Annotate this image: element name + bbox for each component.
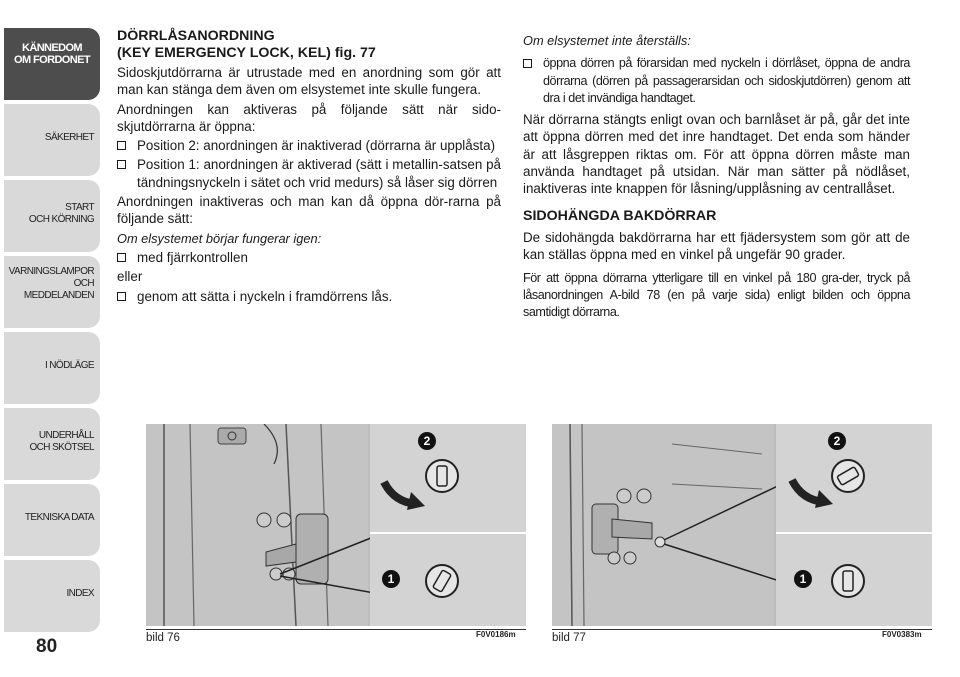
tab-index[interactable] <box>4 560 100 632</box>
callout-1-badge: 1 <box>382 570 400 588</box>
tab-i-nodlage[interactable] <box>4 332 100 404</box>
italic-subheading: Om elsystemet börjar fungerar igen: <box>117 230 322 246</box>
tab-sakerhet[interactable] <box>4 104 100 176</box>
tab-label: I NÖDLÄGE <box>44 360 94 371</box>
figure-bild-76 <box>146 424 526 626</box>
checkbox-bullet-icon <box>523 59 532 68</box>
tab-varningslampor[interactable] <box>4 256 100 328</box>
list-item: öppna dörren på förarsidan med nyckeln i dörrlåset, öppna de andra dörrarna (dörren på passagerarsidan och sidoskjutdörren) genom att dra i det invändiga handtaget. <box>523 55 910 107</box>
figure-code: F0V0383m <box>882 630 922 639</box>
figure-bild-77 <box>552 424 932 626</box>
tab-tekniska-data[interactable] <box>4 484 100 556</box>
tab-label: START OCH KÖRNING <box>28 202 94 225</box>
paragraph: Anordningen inaktiveras och man kan då öppna dör-rarna på följande sätt: <box>117 194 501 227</box>
checkbox-bullet-icon <box>117 292 126 301</box>
figure-rule <box>146 629 526 630</box>
left-column <box>117 28 501 307</box>
callout-2-badge: 2 <box>418 432 436 450</box>
paragraph: eller <box>117 269 143 285</box>
heading-line-1: DÖRRLÅSANORDNING <box>117 28 275 44</box>
paragraph: När dörrarna stängts enligt ovan och barnlåset är på, går det inte att öppna dörren med det inre handtaget. Det enda som händer är att låsgreppen riktas om. För att öppna dörren måste man använda handtaget på utsidan. När man sätter på nödlåset, inaktiveras inte knappen för låsning/upplåsning av centrallåset. <box>523 112 910 197</box>
heading-line-2: (KEY EMERGENCY LOCK, KEL) fig. 77 <box>117 45 376 61</box>
callout-1-badge: 1 <box>794 570 812 588</box>
tab-label: VARNINGSLAMPOR OCH MEDDELANDEN <box>8 266 94 301</box>
list-item: med fjärrkontrollen <box>117 249 501 266</box>
figure-code: F0V0186m <box>476 630 516 639</box>
callout-2-badge: 2 <box>828 432 846 450</box>
tab-underhall-och-skotsel[interactable] <box>4 408 100 480</box>
list-item: Position 2: anordningen är inaktiverad (dörrarna är upplåsta) <box>117 137 501 154</box>
list-item: Position 1: anordningen är aktiverad (sätt i metallin-satsen på tändningsnyckeln i sätet och vrid medurs) så låser sig dörren <box>117 156 501 191</box>
paragraph: De sidohängda bakdörrarna har ett fjädersystem som gör att de kan ställas öppna med en vinkel på ungefär 90 grader. <box>523 229 910 263</box>
paragraph: Anordningen kan aktiveras på följande sätt när sido-skjutdörrarna är öppna: <box>117 101 501 134</box>
door-lock-illustration <box>146 424 526 626</box>
page-number: 80 <box>36 636 58 657</box>
section-heading <box>117 28 501 62</box>
paragraph: För att öppna dörrarna ytterligare till en vinkel på 180 gra-der, tryck på låsanordningen A-bild 78 (en på varje sida) enligt bilden och öppna samtidigt dörrarna. <box>523 270 910 320</box>
figure-rule <box>552 629 932 630</box>
italic-subheading: Om elsystemet inte återställs: <box>523 33 691 48</box>
list-item: genom att sätta i nyckeln i framdörrens lås. <box>117 288 501 305</box>
section-heading: SIDOHÄNGDA BAKDÖRRAR <box>523 207 717 224</box>
paragraph: Sidoskjutdörrarna är utrustade med en anordning som gör att man kan stänga dem även om elsystemet inte skulle fungera. <box>117 65 501 98</box>
tab-start-och-korning[interactable] <box>4 180 100 252</box>
checkbox-bullet-icon <box>117 141 126 150</box>
tab-kannedom-om-fordonet[interactable] <box>4 28 100 100</box>
figure-caption: bild 76 <box>146 632 180 644</box>
right-column <box>523 28 910 323</box>
checkbox-bullet-icon <box>117 253 126 262</box>
tab-label: UNDERHÅLL OCH SKÖTSEL <box>29 430 94 453</box>
figure-caption: bild 77 <box>552 632 586 644</box>
checkbox-bullet-icon <box>117 160 126 169</box>
tab-label: KÄNNEDOM OM FORDONET <box>14 42 90 66</box>
door-lock-illustration <box>552 424 932 626</box>
tab-label: SÄKERHET <box>44 132 94 143</box>
tab-label: INDEX <box>66 588 94 599</box>
tab-label: TEKNISKA DATA <box>24 512 94 523</box>
